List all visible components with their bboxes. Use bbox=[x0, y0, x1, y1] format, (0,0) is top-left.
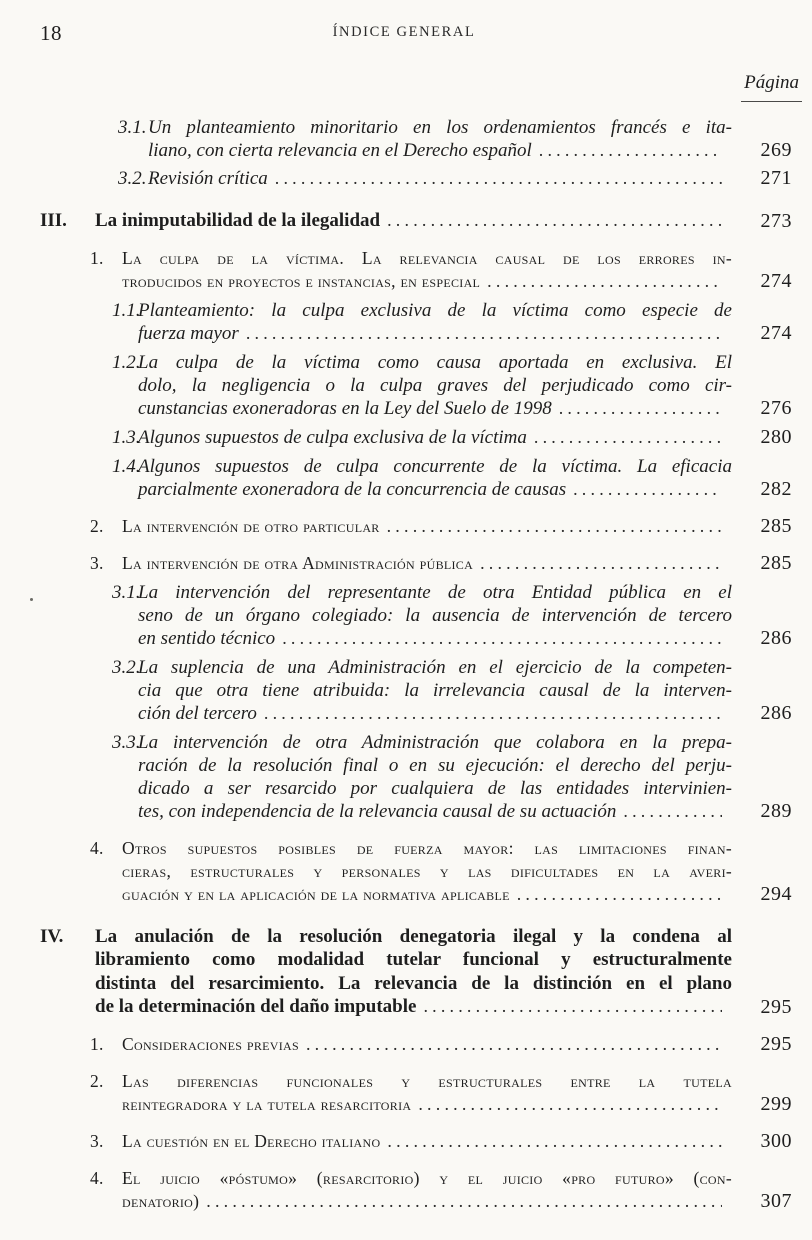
dot-leader bbox=[623, 800, 722, 823]
entry-text-line: cieras, estructurales y personales y las dificultades en la averi- bbox=[122, 860, 732, 881]
entry-number: 3.2. bbox=[112, 656, 141, 678]
entry-last-line bbox=[122, 515, 732, 538]
dot-leader bbox=[387, 209, 722, 233]
toc-entry bbox=[40, 1033, 792, 1056]
dot-leader bbox=[306, 1033, 722, 1056]
dot-leader bbox=[539, 139, 722, 162]
entry-last-line bbox=[122, 270, 732, 293]
entry-page-ref: 285 bbox=[760, 551, 792, 574]
entry-number: 1.1. bbox=[112, 299, 141, 321]
entry-text-line: fuerza mayor bbox=[138, 322, 239, 344]
entry-text-line: distinta del resarcimiento. La relevancia de la distinción en el plano bbox=[95, 972, 732, 994]
entry-body bbox=[122, 837, 732, 906]
toc-entry bbox=[40, 299, 792, 345]
toc-entry bbox=[40, 581, 792, 650]
entry-last-line bbox=[138, 426, 732, 449]
dot-leader bbox=[282, 627, 722, 650]
entry-text-line: cunstancias exoneradoras en la Ley del Suelo de 1998 bbox=[138, 397, 552, 419]
dot-leader bbox=[275, 167, 722, 190]
entry-last-line bbox=[122, 1033, 732, 1056]
entry-text-line: El juicio «póstumo» (resarcitorio) y el juicio «pro futuro» (con- bbox=[122, 1167, 732, 1188]
toc-entry bbox=[40, 426, 792, 449]
entry-last-line bbox=[122, 1130, 732, 1153]
entry-number: 3. bbox=[90, 1130, 104, 1151]
entry-last-line bbox=[122, 883, 732, 906]
entry-text-line: reintegradora y la tutela resarcitoria bbox=[122, 1093, 412, 1114]
dot-leader bbox=[573, 478, 722, 501]
entry-page-ref: 280 bbox=[760, 425, 792, 448]
dot-leader bbox=[559, 397, 722, 420]
entry-page-ref: 300 bbox=[760, 1129, 792, 1152]
pagina-column-header bbox=[40, 72, 802, 102]
entry-text-line: cia que otra tiene atribuida: la irrelevancia causal de la interven- bbox=[138, 679, 732, 701]
entry-last-line bbox=[138, 627, 732, 650]
entry-text-line: parcialmente exoneradora de la concurrencia de causas bbox=[138, 478, 567, 500]
entry-text-line: La intervención del representante de otra Entidad pública en el bbox=[138, 581, 732, 603]
running-title: ÍNDICE GENERAL bbox=[332, 24, 476, 40]
entry-page-ref: 295 bbox=[760, 995, 792, 1018]
entry-number: 2. bbox=[90, 1070, 104, 1091]
entry-body bbox=[122, 1130, 732, 1153]
entry-text-line: en sentido técnico bbox=[138, 627, 276, 649]
entry-page-ref: 285 bbox=[760, 514, 792, 537]
dot-leader bbox=[423, 995, 722, 1019]
toc-entry bbox=[40, 552, 792, 575]
entry-last-line bbox=[138, 702, 732, 725]
entry-page-ref: 276 bbox=[760, 396, 792, 419]
dot-leader bbox=[487, 270, 722, 293]
entry-text-line: troducidos en proyectos e instancias, en especial bbox=[122, 270, 481, 291]
entry-page-ref: 282 bbox=[760, 477, 792, 500]
entry-body bbox=[138, 656, 732, 725]
toc-entry bbox=[40, 116, 792, 162]
entry-number: 3. bbox=[90, 552, 104, 573]
dot-leader bbox=[387, 515, 722, 538]
entry-body bbox=[95, 925, 732, 1019]
entry-last-line bbox=[138, 397, 732, 420]
entry-body bbox=[122, 1070, 732, 1116]
toc-entry bbox=[40, 731, 792, 823]
entry-text-line: La culpa de la víctima. La relevancia causal de los errores in- bbox=[122, 247, 732, 268]
entry-text-line: dicado a ser resarcido por cualquiera de las entidades intervinien- bbox=[138, 777, 732, 799]
entry-last-line bbox=[138, 800, 732, 823]
entry-text-line: libramiento como modalidad tutelar funcional y estructuralmente bbox=[95, 949, 732, 970]
entry-text-line: ración de la resolución final o en su ejecución: el derecho del perju- bbox=[138, 754, 732, 776]
entry-number: 3.1. bbox=[112, 581, 141, 603]
entry-text-line: Planteamiento: la culpa exclusiva de la víctima como especie de bbox=[138, 299, 732, 321]
entry-text-line: tes, con independencia de la relevancia causal de su actuación bbox=[138, 800, 617, 822]
entry-body bbox=[138, 581, 732, 650]
entry-text-line: liano, con cierta relevancia en el Derecho español bbox=[148, 140, 532, 161]
entry-number: 4. bbox=[90, 1167, 104, 1188]
page-header bbox=[40, 20, 792, 48]
dot-leader bbox=[387, 1130, 722, 1153]
entry-page-ref: 286 bbox=[760, 701, 792, 724]
entry-text-line: La cuestión en el Derecho italiano bbox=[122, 1130, 381, 1151]
toc-entry bbox=[40, 209, 792, 233]
entry-text-line: Otros supuestos posibles de fuerza mayor: las limitaciones finan- bbox=[122, 837, 732, 858]
entry-number: 3.1. bbox=[118, 117, 147, 138]
entry-last-line bbox=[148, 139, 732, 162]
toc-entry bbox=[40, 515, 792, 538]
entry-last-line bbox=[122, 1093, 732, 1116]
toc-entry bbox=[40, 247, 792, 293]
entry-number: IV. bbox=[40, 925, 64, 947]
entry-body bbox=[138, 351, 732, 420]
entry-text-line: denatorio) bbox=[122, 1190, 200, 1211]
entry-body bbox=[122, 515, 732, 538]
entry-page-ref: 271 bbox=[760, 167, 792, 189]
entry-text-line: Las diferencias funcionales y estructurales entre la tutela bbox=[122, 1070, 732, 1091]
entry-text-line: ción del tercero bbox=[138, 702, 257, 724]
entry-body bbox=[122, 1167, 732, 1213]
entry-page-ref: 274 bbox=[760, 321, 792, 344]
entry-last-line bbox=[122, 1190, 732, 1213]
entry-page-ref: 294 bbox=[760, 882, 792, 905]
entry-last-line bbox=[138, 478, 732, 501]
entry-page-ref: 299 bbox=[760, 1092, 792, 1115]
dot-leader bbox=[517, 883, 722, 906]
entry-number: 3.2. bbox=[118, 168, 147, 189]
entry-page-ref: 295 bbox=[760, 1032, 792, 1055]
entry-text-line: Algunos supuestos de culpa concurrente de la víctima. La eficacia bbox=[138, 455, 732, 477]
toc-entry bbox=[40, 656, 792, 725]
entry-number: 4. bbox=[90, 837, 104, 858]
entry-page-ref: 273 bbox=[760, 209, 792, 232]
toc-entry bbox=[40, 1167, 792, 1213]
entry-text-line: Un planteamiento minoritario en los ordenamientos francés e ita- bbox=[148, 117, 732, 138]
toc-entry bbox=[40, 1070, 792, 1116]
entry-last-line bbox=[122, 552, 732, 575]
folio-page-number: 18 bbox=[40, 21, 62, 45]
entry-page-ref: 286 bbox=[760, 626, 792, 649]
entry-page-ref: 307 bbox=[760, 1189, 792, 1212]
entry-text-line: La intervención de otra Administración que colabora en la prepa- bbox=[138, 731, 732, 753]
entry-number: 1. bbox=[90, 1033, 104, 1054]
entry-page-ref: 289 bbox=[760, 799, 792, 822]
entry-body bbox=[95, 209, 732, 233]
pagina-column-label: Página bbox=[741, 72, 802, 102]
scan-speck-artifact bbox=[30, 598, 33, 601]
entry-body bbox=[122, 1033, 732, 1056]
toc-entry bbox=[40, 1130, 792, 1153]
entry-text-line: La intervención de otra Administración pública bbox=[122, 552, 474, 573]
entry-text-line: La culpa de la víctima como causa aportada en exclusiva. El bbox=[138, 351, 732, 373]
entry-page-ref: 274 bbox=[760, 269, 792, 292]
entry-body bbox=[122, 247, 732, 293]
dot-leader bbox=[264, 702, 722, 725]
entry-last-line bbox=[95, 995, 732, 1019]
entry-last-line bbox=[148, 167, 732, 190]
entry-number: 3.3. bbox=[112, 731, 141, 753]
toc-entry bbox=[40, 351, 792, 420]
toc-entry bbox=[40, 167, 792, 190]
entry-number: 1.2. bbox=[112, 351, 141, 373]
entry-body bbox=[138, 299, 732, 345]
entry-number: 1. bbox=[90, 247, 104, 268]
toc-entry bbox=[40, 925, 792, 1019]
entry-number: 2. bbox=[90, 515, 104, 536]
entry-number: 1.3. bbox=[112, 426, 141, 448]
entry-text-line: seno de un órgano colegiado: la ausencia de intervención de tercero bbox=[138, 604, 732, 626]
entry-text-line: La suplencia de una Administración en el ejercicio de la competen- bbox=[138, 656, 732, 678]
dot-leader bbox=[480, 552, 722, 575]
entry-text-line: guación y en la aplicación de la normativa aplicable bbox=[122, 883, 510, 904]
entry-text-line: Algunos supuestos de culpa exclusiva de la víctima bbox=[138, 426, 527, 448]
entry-text-line: Revisión crítica bbox=[148, 168, 268, 189]
entry-text-line: La anulación de la resolución denegatoria ilegal y la condena al bbox=[95, 925, 732, 947]
entry-number: 1.4. bbox=[112, 455, 141, 477]
dot-leader bbox=[206, 1190, 722, 1213]
entry-text-line: dolo, la negligencia o la culpa graves del perjudicado como cir- bbox=[138, 374, 732, 396]
entry-text-line: La intervención de otro particular bbox=[122, 515, 380, 536]
toc-list bbox=[40, 116, 792, 1213]
dot-leader bbox=[246, 322, 722, 345]
entry-text-line: La inimputabilidad de la ilegalidad bbox=[95, 210, 381, 231]
entry-text-line: Consideraciones previas bbox=[122, 1033, 299, 1054]
entry-last-line bbox=[95, 209, 732, 233]
dot-leader bbox=[418, 1093, 722, 1116]
entry-body bbox=[122, 552, 732, 575]
entry-body bbox=[148, 116, 732, 162]
entry-last-line bbox=[138, 322, 732, 345]
entry-body bbox=[138, 731, 732, 823]
entry-body bbox=[138, 455, 732, 501]
dot-leader bbox=[534, 426, 722, 449]
toc-entry bbox=[40, 837, 792, 906]
entry-body bbox=[148, 167, 732, 190]
entry-body bbox=[138, 426, 732, 449]
entry-text-line: de la determinación del daño imputable bbox=[95, 996, 417, 1017]
entry-page-ref: 269 bbox=[760, 139, 792, 161]
toc-entry bbox=[40, 455, 792, 501]
entry-number: III. bbox=[40, 210, 67, 231]
